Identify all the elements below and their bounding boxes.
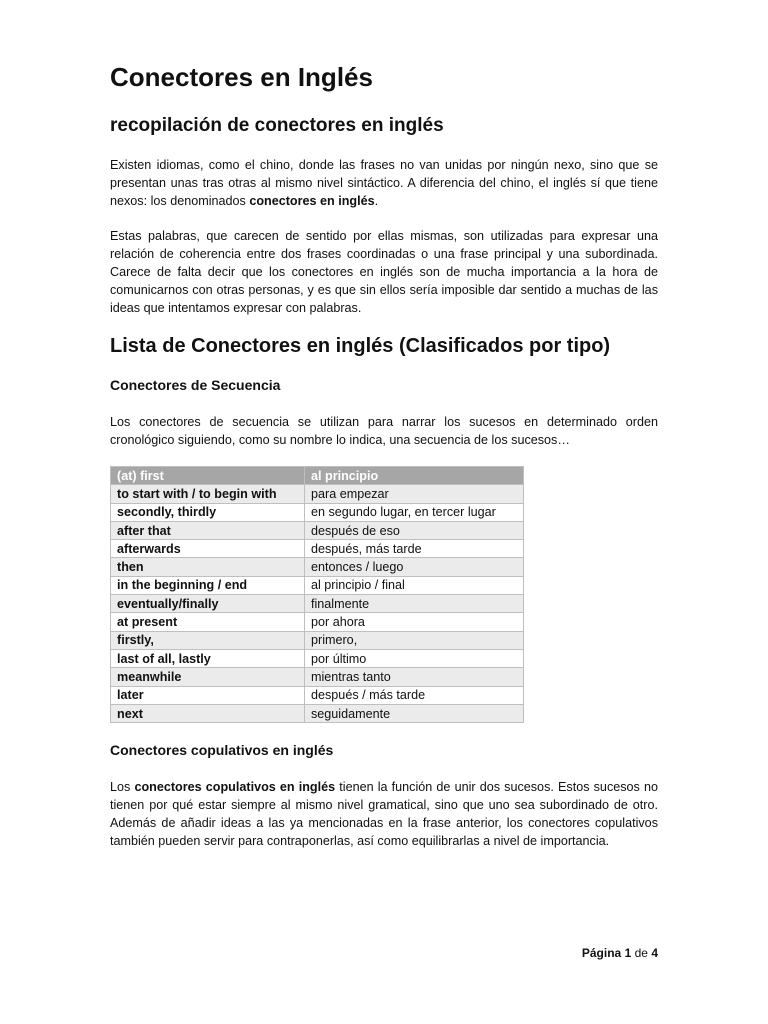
connector-english: eventually/finally — [111, 595, 305, 613]
connector-spanish: después, más tarde — [305, 540, 524, 558]
copulative-text-rest: tienen la función de unir dos sucesos. Estos sucesos no tienen por qué estar siempre al mismo nivel gramatical, sino que uno sea subordinado de otro. Además de añadir ideas a las ya mencionadas en la frase anterior, los conectores copulativos también pueden servir para contraponerlas, así como equilibrarlas a nivel de importancia. — [110, 780, 658, 848]
table-header-row — [111, 467, 524, 485]
connector-spanish: primero, — [305, 631, 524, 649]
connector-spanish: al principio / final — [305, 576, 524, 594]
intro-paragraph-1 — [110, 156, 658, 210]
intro-paragraph-2: Estas palabras, que carecen de sentido por ellas mismas, son utilizadas para expresar una relación de coherencia entre dos frases coordinadas o una frase principal y una subordinada. Carece de falta decir que los conectores en inglés son de mucha importancia a la hora de comunicarnos con otras personas, y es que sin ellos sería imposible dar sentido a muchas de las ideas que intentamos expresar con palabras. — [110, 229, 658, 315]
connector-english: last of all, lastly — [111, 649, 305, 667]
connector-spanish: por último — [305, 649, 524, 667]
list-heading: Lista de Conectores en inglés (Clasificados por tipo) — [110, 335, 611, 357]
sequence-heading: Conectores de Secuencia — [110, 377, 281, 393]
page-title: Conectores en Inglés — [110, 62, 373, 92]
table-row — [111, 686, 524, 704]
table-row — [111, 704, 524, 722]
table-row — [111, 613, 524, 631]
table-row — [111, 631, 524, 649]
connector-english: later — [111, 686, 305, 704]
table-row — [111, 595, 524, 613]
copulative-paragraph — [110, 778, 658, 850]
footer-of-label: de — [634, 946, 648, 960]
table-row — [111, 558, 524, 576]
table-row — [111, 521, 524, 539]
connector-english: after that — [111, 521, 305, 539]
page-footer — [582, 946, 658, 960]
connector-english: secondly, thirdly — [111, 503, 305, 521]
copulative-text-start: Los — [110, 780, 135, 794]
table-row — [111, 485, 524, 503]
intro-bold-term: conectores en inglés — [249, 194, 375, 208]
connector-spanish: en segundo lugar, en tercer lugar — [305, 503, 524, 521]
connector-spanish: por ahora — [305, 613, 524, 631]
sequence-connectors-table — [110, 466, 524, 723]
table-row — [111, 668, 524, 686]
page-subtitle: recopilación de conectores en inglés — [110, 115, 444, 136]
footer-page-label: Página — [581, 946, 622, 960]
connector-english: afterwards — [111, 540, 305, 558]
connector-english: meanwhile — [111, 668, 305, 686]
connector-spanish: seguidamente — [305, 704, 524, 722]
footer-page-number: 1 — [624, 946, 632, 960]
connector-english: at present — [111, 613, 305, 631]
connector-spanish: mientras tanto — [305, 668, 524, 686]
sequence-paragraph: Los conectores de secuencia se utilizan para narrar los sucesos en determinado orden cronológico siguiendo, como su nombre lo indica, una secuencia de los sucesos… — [110, 415, 658, 447]
intro-end: . — [374, 194, 379, 208]
connector-spanish: finalmente — [305, 595, 524, 613]
table-header-spanish: al principio — [305, 467, 524, 485]
connector-english: in the beginning / end — [111, 576, 305, 594]
connector-spanish: después de eso — [305, 521, 524, 539]
table-header-english: (at) first — [111, 467, 305, 485]
intro-text: Existen idiomas, como el chino, donde las frases no van unidas por ningún nexo, sino que se presentan unas tras otras al mismo nivel sintáctico. A diferencia del chino, el inglés sí que tiene nexos: los denominados — [110, 158, 658, 208]
connector-spanish: después / más tarde — [305, 686, 524, 704]
connector-english: to start with / to begin with — [111, 485, 305, 503]
table-body — [111, 485, 524, 723]
table-row — [111, 649, 524, 667]
copulative-heading: Conectores copulativos en inglés — [110, 742, 334, 758]
connector-spanish: entonces / luego — [305, 558, 524, 576]
connector-english: firstly, — [111, 631, 305, 649]
footer-page-total: 4 — [651, 946, 658, 960]
connector-english: next — [111, 704, 305, 722]
connector-spanish: para empezar — [305, 485, 524, 503]
copulative-bold-term: conectores copulativos en inglés — [134, 780, 336, 794]
table-row — [111, 576, 524, 594]
table-row — [111, 540, 524, 558]
table-row — [111, 503, 524, 521]
connector-english: then — [111, 558, 305, 576]
